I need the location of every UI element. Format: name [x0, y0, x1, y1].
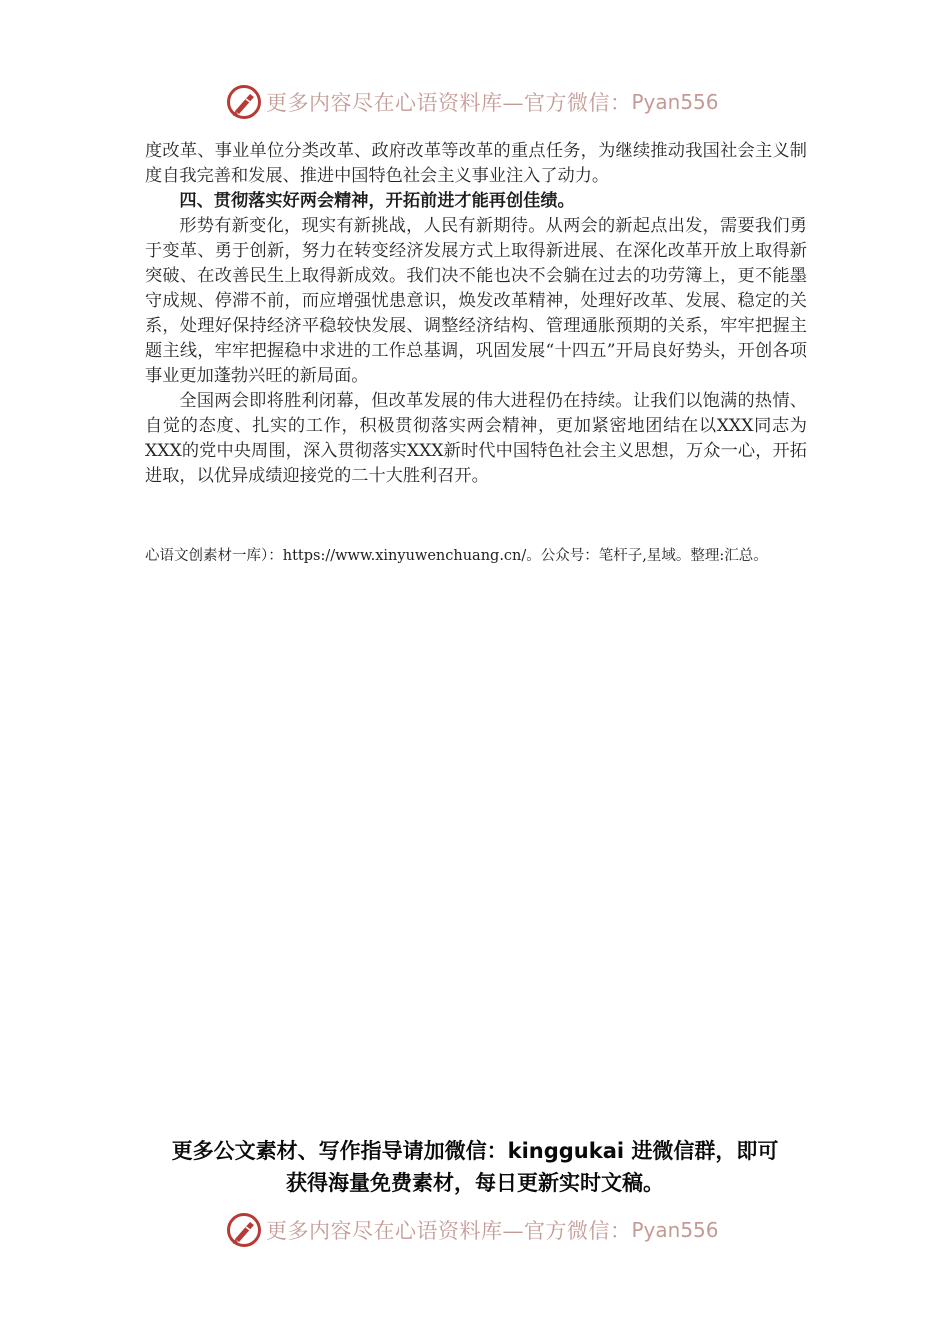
- promo-line-1: 更多公文素材、写作指导请加微信：kinggukai 进微信群，即可: [171, 1139, 779, 1163]
- paragraph-continued: 度改革、事业单位分类改革、政府改革等改革的重点任务，为继续推动我国社会主义制度自我完善和发展、推进中国特色社会主义事业注入了动力。: [145, 141, 807, 186]
- source-line: 心语文创素材一库）：https://www.xinyuwenchuang.cn/。公众号：笔杆子,星域。整理:汇总。: [145, 548, 768, 564]
- paragraph: 形势有新变化，现实有新挑战，人民有新期待。从两会的新起点出发，需要我们勇于变革、勇于创新，努力在转变经济发展方式上取得新进展、在深化改革开放上取得新突破、在改善民生上取得新成效。我们决不能也决不会躺在过去的功劳簿上，更不能墨守成规、停滞不前，而应增强忧患意识，焕发改革精神，处理好改革、发展、稳定的关系，处理好保持经济平稳较快发展、调整经济结构、管理通胀预期的关系，牢牢把握主题主线，牢牢把握稳中求进的工作总基调，巩固发展“十四五”开局良好势头，开创各项事业更加蓬勃兴旺的新局面。: [145, 216, 807, 386]
- banner-text: 更多内容尽在心语资料库—官方微信：: [266, 1219, 632, 1243]
- footer-banner: [0, 1210, 950, 1250]
- pen-logo-icon: [226, 84, 262, 120]
- promo-line-2: 获得海量免费素材，每日更新实时文稿。: [286, 1171, 664, 1195]
- banner-wechat-id: Pyan556: [631, 1218, 719, 1242]
- banner-text: 更多内容尽在心语资料库—官方微信：: [266, 91, 632, 115]
- section-heading: 四、贯彻落实好两会精神，开拓前进才能再创佳绩。: [179, 191, 575, 211]
- pen-logo-icon: [226, 1212, 262, 1248]
- header-banner: [0, 82, 950, 122]
- document-body: [145, 139, 807, 489]
- paragraph: 全国两会即将胜利闭幕，但改革发展的伟大进程仍在持续。让我们以饱满的热情、自觉的态度、扎实的工作，积极贯彻落实两会精神，更加紧密地团结在以XXX同志为XXX的党中央周围，深入贯彻落实XXX新时代中国特色社会主义思想，万众一心，开拓进取，以优异成绩迎接党的二十大胜利召开。: [145, 391, 807, 486]
- promo-notice: [0, 1135, 950, 1199]
- banner-wechat-id: Pyan556: [631, 90, 719, 114]
